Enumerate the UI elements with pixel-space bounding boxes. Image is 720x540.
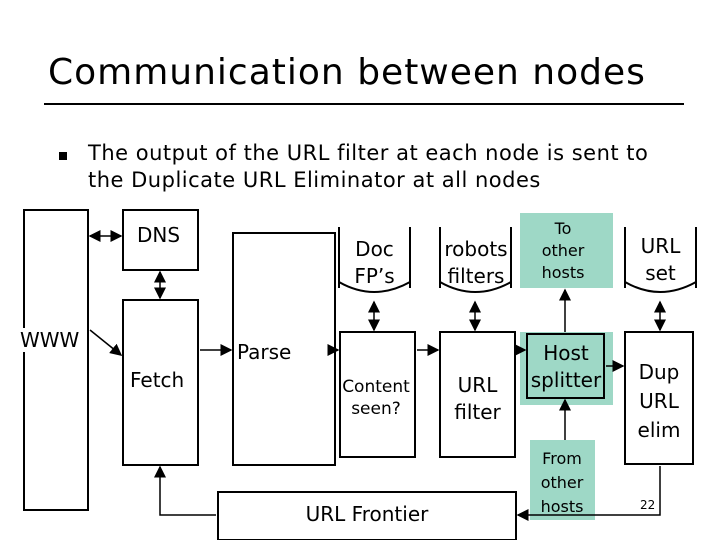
from-other-line3: hosts bbox=[540, 497, 584, 516]
www-box bbox=[24, 210, 88, 510]
host-splitter-line1: Host bbox=[543, 341, 589, 365]
fetch-label: Fetch bbox=[130, 368, 185, 392]
content-seen-line2: seen? bbox=[351, 399, 401, 419]
host-splitter-line2: splitter bbox=[530, 368, 602, 392]
from-other-line1: From bbox=[542, 449, 582, 468]
www-fetch-arrow bbox=[90, 330, 121, 355]
parse-label: Parse bbox=[237, 340, 292, 364]
url-frontier-label: URL Frontier bbox=[305, 502, 429, 526]
dns-label: DNS bbox=[137, 223, 181, 247]
content-seen-label bbox=[336, 376, 416, 420]
bullet-text: The output of the URL filter at each node is sent to the Duplicate URL Eliminator at all nodes bbox=[88, 141, 649, 192]
host-splitter-label bbox=[512, 340, 620, 394]
from-other-line2: other bbox=[540, 473, 584, 492]
doc-fp-line2: FP’s bbox=[354, 264, 395, 288]
url-filter-line2: filter bbox=[454, 400, 501, 424]
dup-line2: URL bbox=[639, 389, 679, 413]
url-set-line1: URL bbox=[640, 234, 681, 258]
to-other-line3: hosts bbox=[541, 263, 585, 282]
url-set-label bbox=[625, 233, 696, 287]
robots-line1: robots bbox=[444, 237, 508, 261]
dup-url-elim-label bbox=[625, 358, 693, 445]
www-label: WWW bbox=[20, 328, 80, 352]
url-set-line2: set bbox=[645, 261, 676, 285]
doc-fp-label bbox=[339, 236, 410, 290]
frontier-fetch-arrow bbox=[160, 467, 216, 515]
url-filter-line1: URL bbox=[457, 373, 498, 397]
to-other-hosts-label bbox=[524, 218, 602, 284]
page-number: 22 bbox=[640, 498, 656, 512]
from-other-hosts-label bbox=[522, 447, 602, 519]
to-other-line2: other bbox=[541, 241, 585, 260]
robots-line2: filters bbox=[447, 264, 505, 288]
url-filter-label bbox=[440, 372, 515, 426]
doc-fp-line1: Doc bbox=[355, 237, 394, 261]
robots-filters-label bbox=[436, 236, 516, 290]
dup-line1: Dup bbox=[638, 360, 680, 384]
content-seen-line1: Content bbox=[342, 377, 410, 397]
slide-title: Communication between nodes bbox=[48, 52, 646, 93]
dup-line3: elim bbox=[637, 418, 681, 442]
to-other-line1: To bbox=[554, 219, 572, 238]
